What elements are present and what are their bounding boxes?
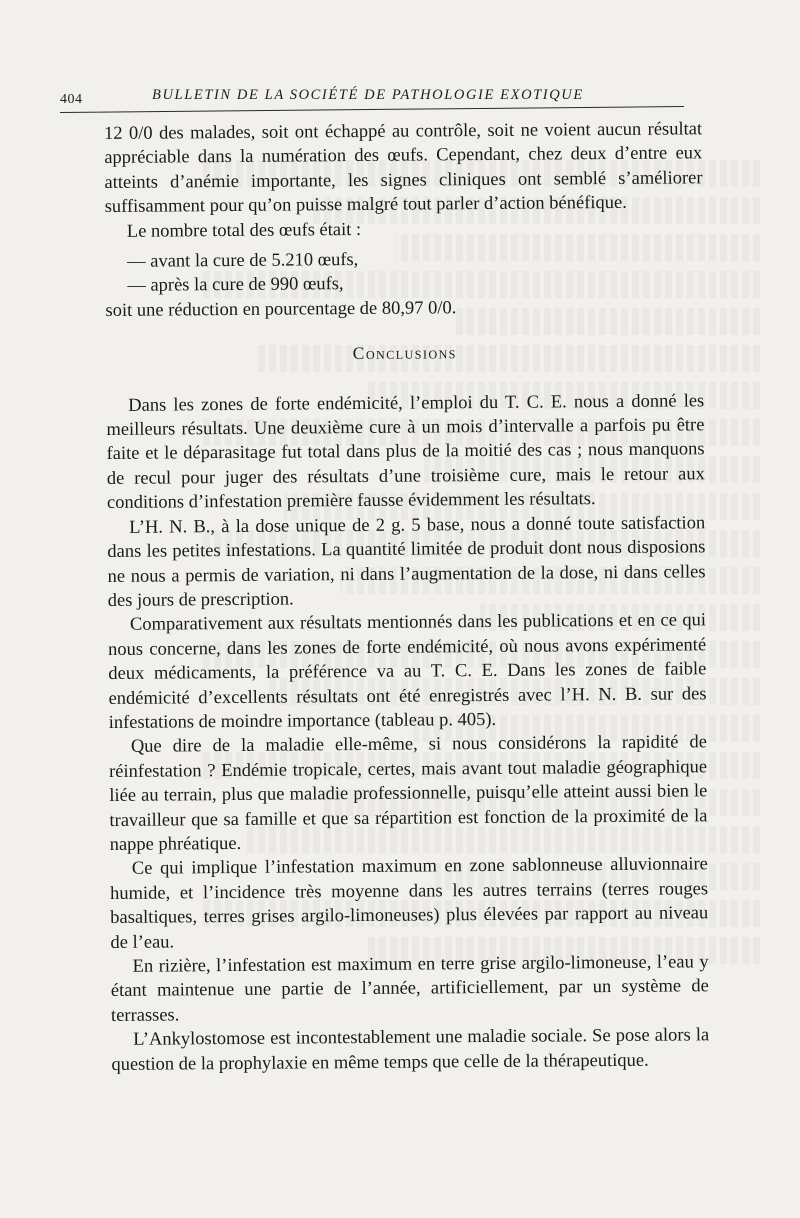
before-cure-line: — avant la cure de 5.210 œufs, (127, 250, 359, 272)
paragraph-hnb-results: L’H. N. B., à la dose unique de 2 g. 5 base, nous a donné toute satisfaction dans les petites infestations. La quantité limitée de produit dont nous disposions ne nous a permis de variation, ni dans l’augmentation de la dose, ni dans celles des jours de prescription. (107, 512, 706, 611)
paragraph-reinfestation: Que dire de la maladie elle-même, si nous considérons la rapidité de réinfestation ? Endémie tropicale, certes, mais avant tout maladie géographique liée au terrain, plus que maladie professionnelle, puisqu’elle atteint aussi bien le travailleur que sa famille et que sa répartition est fonction de la proximité de la nappe phréatique. (109, 732, 708, 855)
total-eggs-intro: Le nombre total des œufs était : (126, 219, 362, 242)
section-heading-conclusions: Conclusions (352, 342, 457, 364)
article-body (104, 117, 709, 1077)
intro-paragraph: 12 0/0 des malades, soit ont échappé au contrôle, soit ne voient aucun résultat appréciable dans la numération des œufs. Cependant, chez deux d’entre eux atteints d’anémie importante, les signes cliniques ont semblé s’améliorer suffisamment pour qu’on puisse malgré tout parler d’action bénéfique. (104, 119, 703, 218)
paragraph-tce-results: Dans les zones de forte endémicité, l’emploi du T. C. E. nous a donné les meilleurs résultats. Une deuxième cure à un mois d’intervalle a parfois pu être faite et le déparasitage fut total dans plus de la moitié des cas ; nous manquons de recul pour juger des résultats d’une troisième cure, mais le retour aux conditions d’infestation première fausse évidemment les résultats. (106, 390, 705, 514)
paragraph-rice-fields: En rizière, l’infestation est maximum en terre grise argilo-limoneuse, l’eau y étant maintenue une partie de l’année, artificiellement, par un système de terrasses. (110, 952, 709, 1026)
paragraph-comparison: Comparativement aux résultats mentionnés dans les publications et en ce qui nous concerne, dans les zones de forte endémicité, où nous avons expérimenté deux médicaments, la préférence va au T. C. E. Dans les zones de faible endémicité d’excellents résultats ont été enregistrés avec l’H. N. B. sur des infestations de moindre importance (tableau p. 405). (108, 610, 707, 733)
paragraph-soil-types: Ce qui implique l’infestation maximum en zone sablonneuse alluvionnaire humide, et l’incidence très moyenne dans les autres terrains (terres rouges basaltiques, terres grises argilo-limoneuses) plus élevées par rapport au niveau de l’eau. (109, 854, 709, 953)
paragraph-social-disease: L’Ankylostomose est incontestablement une maladie sociale. Se pose alors la question de la prophylaxie en même temps que celle de la thérapeutique. (111, 1025, 710, 1075)
running-title: BULLETIN DE LA SOCIÉTÉ DE PATHOLOGIE EXOTIQUE (152, 87, 584, 103)
page-number: 404 (60, 92, 83, 107)
after-cure-line: — après la cure de 990 œufs, (127, 274, 344, 297)
reduction-line: soit une réduction en pourcentage de 80,97 0/0. (105, 298, 457, 321)
